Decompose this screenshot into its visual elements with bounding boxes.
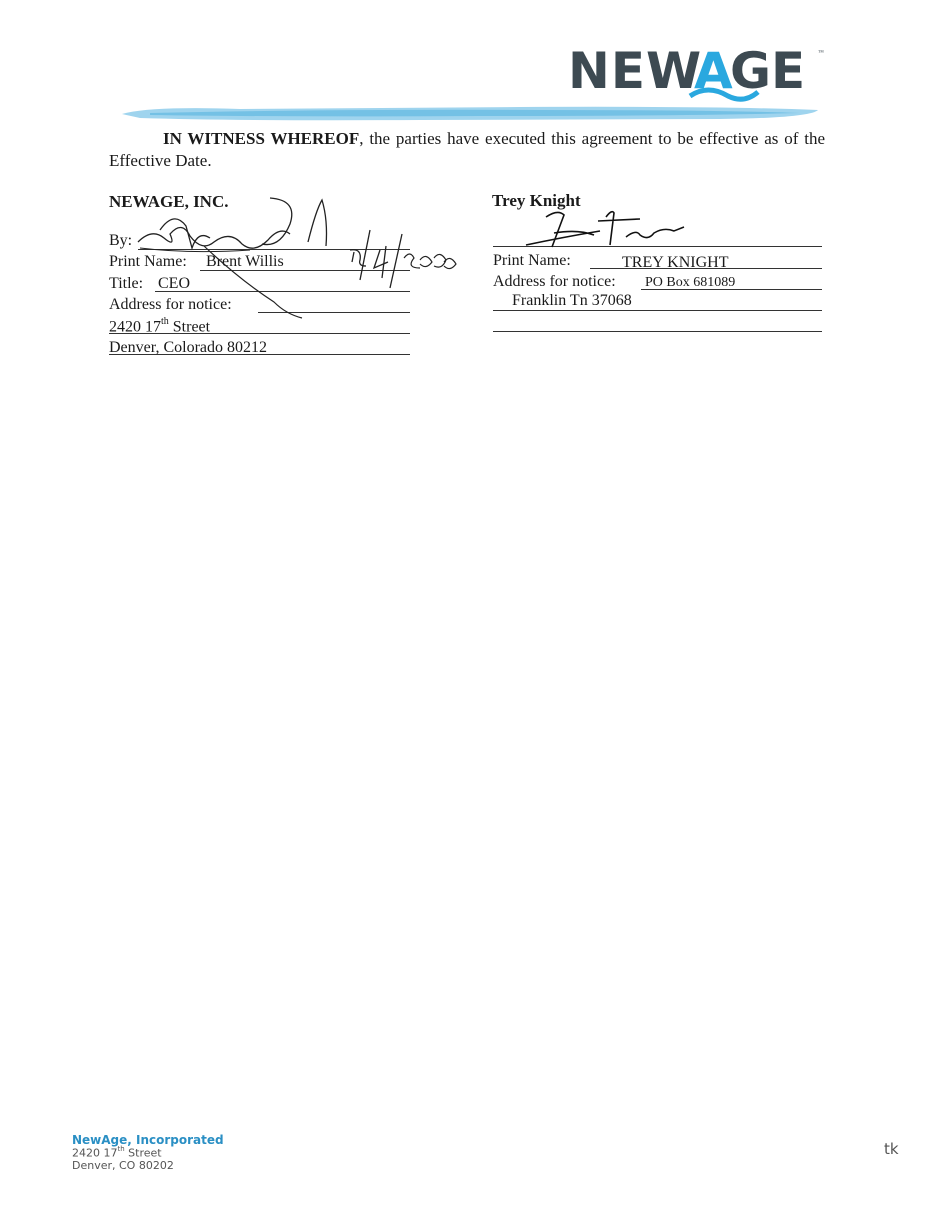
right-party-heading: Trey Knight [492, 191, 581, 210]
footer-street [72, 1146, 162, 1160]
title-label: Title: [109, 275, 144, 292]
footer-street-name: Street [124, 1146, 162, 1160]
page-initials: tk [884, 1140, 899, 1158]
witness-text: , the parties have executed this agreement to be effective as of the Effective Date. [109, 129, 826, 170]
right-print-name-line [590, 268, 822, 269]
newage-logo [568, 44, 824, 106]
footer-street-ordinal: th [117, 1145, 125, 1153]
left-print-name-value: Brent Willis [206, 253, 284, 270]
left-party-heading: NEWAGE, INC. [109, 192, 229, 211]
trey-knight-signature [524, 205, 690, 251]
svg-text:NEW: NEW [568, 44, 703, 100]
footer-street-number: 2420 17 [72, 1146, 118, 1160]
footer-city: Denver, CO 80202 [72, 1159, 174, 1172]
left-print-name-label: Print Name: [109, 253, 187, 270]
left-address-number: 2420 17 [109, 318, 161, 336]
right-address-label: Address for notice: [493, 273, 616, 290]
left-address-line2: Denver, Colorado 80212 [109, 339, 267, 356]
left-address-ordinal: th [161, 316, 169, 327]
svg-text:A: A [694, 44, 733, 100]
brent-willis-signature [130, 190, 370, 320]
left-address-street: Street [168, 318, 211, 336]
handwritten-date [340, 222, 458, 292]
right-print-name-value: TREY KNIGHT [622, 254, 729, 271]
right-address-line2: Franklin Tn 37068 [512, 292, 632, 309]
witness-paragraph [109, 128, 825, 172]
right-print-name-label: Print Name: [493, 252, 571, 269]
witness-bold: IN WITNESS WHEREOF [163, 129, 360, 148]
title-value: CEO [158, 275, 190, 292]
by-label: By: [109, 232, 133, 249]
right-address-line3-rule [493, 331, 822, 332]
right-address-line2-rule [493, 310, 822, 311]
left-address-label: Address for notice: [109, 296, 232, 313]
right-address-line1: PO Box 681089 [645, 275, 736, 290]
left-address-line2-rule [109, 354, 410, 355]
left-address-line1-rule [109, 333, 410, 334]
right-address-line1-rule [641, 289, 822, 290]
brush-stroke-divider [120, 102, 820, 124]
svg-text:™: ™ [818, 50, 824, 56]
footer-company-name: NewAge, Incorporated [72, 1133, 224, 1147]
svg-text:GE: GE [730, 44, 806, 100]
